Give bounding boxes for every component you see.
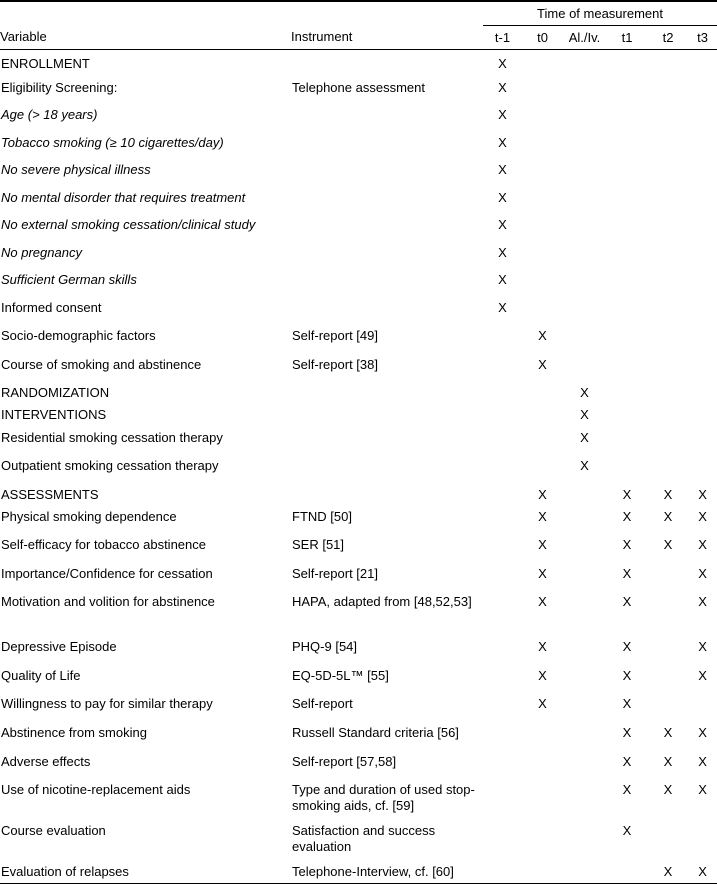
variable-cell: Socio-demographic factors (1, 327, 156, 343)
variable-cell: INTERVENTIONS (1, 406, 107, 422)
measurement-mark-cell (606, 294, 648, 322)
time-point-header-t0: t0 (522, 26, 563, 50)
table-row (0, 156, 717, 184)
measurement-mark-cell: X (648, 858, 688, 884)
measurement-mark-cell (688, 351, 717, 379)
measurement-mark-cell (563, 858, 606, 884)
measurement-mark-cell (483, 481, 522, 503)
instrument-cell: FTND [50] (292, 508, 352, 524)
measurement-mark-cell (648, 817, 688, 858)
instrument-cell (291, 424, 483, 452)
table-row (0, 452, 717, 481)
measurement-mark-cell: X (538, 667, 547, 683)
measurement-mark-cell (688, 129, 717, 156)
measurement-mark-cell (606, 129, 648, 156)
measurement-mark-cell (648, 588, 688, 633)
table-row (0, 401, 717, 424)
table-row (0, 858, 717, 884)
table-body (0, 50, 717, 884)
measurement-mark-cell (688, 184, 717, 211)
variable-cell: Motivation and volition for abstinence (1, 593, 215, 609)
instrument-cell: SER [51] (292, 536, 345, 552)
measurement-mark-cell: X (538, 486, 547, 502)
table-row (0, 719, 717, 748)
variable-cell: Course of smoking and abstinence (1, 356, 202, 372)
measurement-mark-cell (648, 633, 688, 662)
measurement-mark-cell: X (580, 406, 589, 422)
variable-column-header: Variable (0, 26, 291, 50)
measurement-mark-cell (563, 294, 606, 322)
measurement-mark-cell (563, 50, 606, 74)
measurement-mark-cell (563, 690, 606, 719)
variable-cell: Course evaluation (1, 822, 106, 838)
measurement-mark-cell (522, 156, 563, 184)
instrument-cell: HAPA, adapted from [48,52,53] (292, 593, 472, 609)
measurement-mark-cell (688, 50, 717, 74)
measurement-mark-cell: X (688, 858, 717, 884)
measurement-mark-cell (522, 776, 563, 817)
instrument-cell (291, 239, 483, 266)
measurement-mark-cell (648, 74, 688, 101)
measurement-mark-cell (606, 322, 648, 351)
table-row (0, 481, 717, 503)
measurement-mark-cell (606, 156, 648, 184)
variable-cell: Sufficient German skills (1, 271, 137, 287)
instrument-cell (291, 294, 483, 322)
instrument-cell: Type and duration of used stop-smoking aids, cf. [59] (292, 781, 475, 813)
variable-cell: Willingness to pay for similar therapy (1, 695, 213, 711)
measurement-mark-cell: X (498, 79, 507, 95)
measurement-mark-cell: X (538, 565, 547, 581)
measurement-mark-cell: X (538, 356, 547, 372)
measurement-mark-cell (648, 184, 688, 211)
variable-cell: ASSESSMENTS (1, 486, 99, 502)
measurement-mark-cell (688, 156, 717, 184)
measurement-mark-cell (648, 239, 688, 266)
measurement-mark-cell: X (580, 429, 589, 445)
measurement-mark-cell (688, 101, 717, 129)
measurement-mark-cell: X (622, 695, 632, 711)
measurement-mark-cell (522, 719, 563, 748)
measurement-mark-cell (522, 748, 563, 776)
table-row (0, 633, 717, 662)
time-point-header-t-1: t-1 (483, 26, 522, 50)
measurement-mark-cell (483, 858, 522, 884)
measurement-mark-cell (563, 719, 606, 748)
instrument-cell (291, 156, 483, 184)
measurement-mark-cell: X (622, 753, 632, 769)
variable-cell: ENROLLMENT (1, 56, 90, 71)
measurement-mark-cell (483, 351, 522, 379)
instrument-cell: Russell Standard criteria [56] (292, 724, 459, 740)
table-row (0, 129, 717, 156)
table-row (0, 74, 717, 101)
measurement-mark-cell (606, 184, 648, 211)
header-spacer (291, 1, 483, 26)
measurement-mark-cell (483, 560, 522, 588)
measurement-mark-cell: X (698, 638, 707, 654)
measurement-mark-cell: X (663, 536, 673, 552)
instrument-cell: Self-report [21] (292, 565, 378, 581)
measurement-mark-cell (648, 401, 688, 424)
measurement-mark-cell: X (538, 327, 547, 343)
measurement-mark-cell (483, 748, 522, 776)
measurement-mark-cell (648, 266, 688, 294)
variable-cell: Importance/Confidence for cessation (1, 565, 213, 581)
measurement-mark-cell (606, 50, 648, 74)
measurement-mark-cell (648, 50, 688, 74)
time-point-header-t1: t1 (606, 26, 648, 50)
header-row-group (0, 1, 717, 26)
measurement-mark-cell (483, 531, 522, 560)
table-row (0, 531, 717, 560)
measurement-mark-cell: X (498, 216, 507, 232)
measurement-mark-cell: X (498, 189, 507, 205)
measurement-mark-cell: X (698, 486, 707, 502)
measurement-mark-cell: X (698, 508, 707, 524)
instrument-column-header: Instrument (291, 26, 483, 50)
instrument-cell: Telephone-Interview, cf. [60] (291, 858, 483, 884)
measurement-mark-cell (563, 503, 606, 531)
variable-cell: No severe physical illness (1, 161, 151, 177)
measurement-mark-cell: X (538, 593, 547, 609)
table-row (0, 294, 717, 322)
measurement-mark-cell: X (622, 638, 632, 654)
measurement-mark-cell (648, 560, 688, 588)
measurement-mark-cell (648, 379, 688, 401)
measurement-mark-cell (648, 351, 688, 379)
measurement-mark-cell (648, 129, 688, 156)
measurement-mark-cell (606, 351, 648, 379)
measurement-mark-cell (483, 633, 522, 662)
table-row (0, 322, 717, 351)
measurement-mark-cell (563, 588, 606, 633)
measurement-mark-cell (483, 690, 522, 719)
measurement-mark-cell (563, 322, 606, 351)
measurement-mark-cell: X (663, 724, 673, 740)
measurement-mark-cell (688, 322, 717, 351)
variable-cell: Informed consent (1, 299, 102, 315)
measurement-mark-cell (606, 74, 648, 101)
measurement-mark-cell (522, 50, 563, 74)
measurement-mark-cell: X (498, 271, 507, 287)
measurement-mark-cell (522, 858, 563, 884)
measurement-mark-cell: X (622, 724, 632, 740)
measurement-mark-cell (483, 662, 522, 690)
instrument-cell (291, 101, 483, 129)
measurement-mark-cell: X (498, 161, 507, 177)
measurement-mark-cell: X (538, 536, 547, 552)
measurement-mark-cell (563, 748, 606, 776)
table-row (0, 503, 717, 531)
measurement-mark-cell (688, 379, 717, 401)
table-row (0, 239, 717, 266)
variable-cell: Use of nicotine-replacement aids (1, 781, 191, 797)
variable-cell: No external smoking cessation/clinical study (1, 216, 256, 232)
table-row (0, 211, 717, 239)
measurement-mark-cell (648, 424, 688, 452)
table-row (0, 588, 717, 633)
variable-cell: No mental disorder that requires treatment (1, 189, 246, 205)
measurement-mark-cell (483, 424, 522, 452)
measurement-mark-cell (483, 817, 522, 858)
variable-cell: Quality of Life (1, 667, 81, 683)
variable-cell: No pregnancy (1, 244, 82, 260)
measurement-mark-cell (522, 101, 563, 129)
measurement-mark-cell: X (498, 106, 507, 122)
measurement-mark-cell (563, 211, 606, 239)
measurement-mark-cell (522, 266, 563, 294)
measurement-mark-cell (688, 74, 717, 101)
measurement-mark-cell: X (663, 508, 673, 524)
measurement-mark-cell (606, 424, 648, 452)
table-row (0, 424, 717, 452)
measurement-mark-cell (522, 239, 563, 266)
measurement-mark-cell: X (698, 667, 707, 683)
measurement-mark-cell: X (498, 134, 507, 150)
measurement-mark-cell (688, 294, 717, 322)
measurement-mark-cell (648, 690, 688, 719)
measurement-mark-cell: X (622, 781, 632, 797)
instrument-cell: Telephone assessment (292, 79, 425, 95)
instrument-cell: Self-report [57,58] (292, 753, 397, 769)
measurement-mark-cell: X (498, 56, 507, 71)
instrument-cell (291, 211, 483, 239)
measurement-mark-cell (522, 452, 563, 481)
variable-cell: Tobacco smoking (≥ 10 cigarettes/day) (1, 134, 224, 150)
variable-cell: Age (> 18 years) (1, 106, 98, 122)
measurement-mark-cell (522, 211, 563, 239)
measurement-mark-cell: X (622, 822, 632, 838)
measurement-mark-cell (563, 74, 606, 101)
measurement-mark-cell (688, 266, 717, 294)
variable-cell: Depressive Episode (1, 638, 117, 654)
header-spacer (0, 1, 291, 26)
measurement-mark-cell (483, 588, 522, 633)
measurement-mark-cell: X (698, 536, 707, 552)
measurement-mark-cell (522, 74, 563, 101)
table-row (0, 776, 717, 817)
table-row (0, 379, 717, 401)
measurement-mark-cell (688, 452, 717, 481)
time-of-measurement-header: Time of measurement (483, 1, 717, 26)
table-row (0, 266, 717, 294)
measurement-mark-cell (483, 322, 522, 351)
measurement-mark-cell (606, 211, 648, 239)
measurement-mark-cell (522, 294, 563, 322)
variable-cell: Self-efficacy for tobacco abstinence (1, 536, 206, 552)
variable-cell: RANDOMIZATION (1, 384, 110, 400)
measurement-mark-cell (688, 401, 717, 424)
variable-cell: Abstinence from smoking (1, 724, 147, 740)
measurement-mark-cell (648, 211, 688, 239)
measurement-mark-cell (563, 481, 606, 503)
measurement-mark-cell (688, 424, 717, 452)
instrument-cell: Self-report (292, 695, 353, 711)
measurement-mark-cell (563, 662, 606, 690)
measurement-mark-cell: X (538, 638, 547, 654)
instrument-cell: Satisfaction and success evaluation (292, 822, 436, 854)
instrument-cell (291, 379, 483, 401)
measurement-mark-cell (563, 633, 606, 662)
measurement-mark-cell (563, 101, 606, 129)
measurement-mark-cell (483, 401, 522, 424)
measurement-mark-cell (522, 129, 563, 156)
measurement-mark-cell: X (698, 753, 707, 769)
measurement-mark-cell (648, 662, 688, 690)
table-row (0, 50, 717, 74)
measurement-mark-cell (648, 101, 688, 129)
measurement-mark-cell: X (622, 667, 632, 683)
measurement-mark-cell (563, 156, 606, 184)
measurement-mark-cell (648, 322, 688, 351)
measurement-mark-cell: X (538, 508, 547, 524)
measurement-mark-cell (563, 184, 606, 211)
measurement-mark-cell: X (622, 508, 632, 524)
time-point-header-t3: t3 (688, 26, 717, 50)
table-row (0, 662, 717, 690)
measurement-mark-cell (606, 239, 648, 266)
measurement-mark-cell: X (622, 536, 632, 552)
measurement-mark-cell (563, 531, 606, 560)
measurement-mark-cell: X (538, 695, 547, 711)
measurement-mark-cell (483, 776, 522, 817)
measurement-mark-cell: X (622, 593, 632, 609)
variable-cell: Eligibility Screening: (1, 79, 118, 95)
measurement-mark-cell (606, 452, 648, 481)
instrument-cell (291, 266, 483, 294)
measurement-mark-cell (606, 858, 648, 884)
instrument-cell (291, 401, 483, 424)
measurement-mark-cell (563, 266, 606, 294)
measurement-mark-cell (563, 560, 606, 588)
measurement-mark-cell: X (698, 593, 707, 609)
measurement-mark-cell (648, 452, 688, 481)
measurement-mark-cell (522, 184, 563, 211)
measurement-mark-cell (688, 690, 717, 719)
measurement-mark-cell (483, 719, 522, 748)
measurement-mark-cell (648, 156, 688, 184)
measurement-mark-cell: X (698, 724, 707, 740)
measurement-mark-cell: X (580, 457, 589, 473)
measurement-mark-cell (688, 817, 717, 858)
measurement-mark-cell (648, 294, 688, 322)
instrument-cell: EQ-5D-5L™ [55] (292, 667, 389, 683)
variable-cell: Outpatient smoking cessation therapy (1, 457, 219, 473)
table-row (0, 351, 717, 379)
measurement-mark-cell: X (622, 486, 632, 502)
measurement-mark-cell (522, 401, 563, 424)
instrument-cell (291, 481, 483, 503)
measurement-mark-cell: X (622, 565, 632, 581)
table-row (0, 817, 717, 858)
measurement-mark-cell (563, 239, 606, 266)
measurement-mark-cell: X (663, 486, 673, 502)
measurement-mark-cell: X (498, 244, 507, 260)
measurement-mark-cell (563, 129, 606, 156)
measurement-mark-cell (688, 211, 717, 239)
instrument-cell (291, 452, 483, 481)
measurement-mark-cell (522, 424, 563, 452)
measurement-mark-cell: X (698, 565, 707, 581)
measurement-mark-cell (483, 503, 522, 531)
measurement-mark-cell (483, 379, 522, 401)
measurement-mark-cell (522, 379, 563, 401)
measurement-mark-cell: X (698, 781, 707, 797)
instrument-cell (291, 184, 483, 211)
instrument-cell (291, 129, 483, 156)
variable-cell: Residential smoking cessation therapy (1, 429, 223, 445)
instrument-cell: Self-report [49] (292, 327, 378, 343)
variable-cell: Physical smoking dependence (1, 508, 177, 524)
measurement-mark-cell (688, 239, 717, 266)
measurement-mark-cell (606, 266, 648, 294)
table-row (0, 101, 717, 129)
measurement-mark-cell (522, 817, 563, 858)
table-row (0, 690, 717, 719)
table-row (0, 560, 717, 588)
measurement-mark-cell: X (580, 384, 589, 400)
time-point-header-allocation: Al./Iv. (563, 26, 606, 50)
measurement-mark-cell: X (498, 299, 507, 315)
measurement-mark-cell (606, 379, 648, 401)
instrument-cell (291, 50, 483, 74)
measurement-mark-cell (606, 101, 648, 129)
time-point-header-t2: t2 (648, 26, 688, 50)
variable-cell: Adverse effects (1, 753, 91, 769)
measurement-mark-cell: X (663, 781, 673, 797)
instrument-cell: PHQ-9 [54] (292, 638, 358, 654)
measurement-mark-cell (483, 452, 522, 481)
variable-cell: Evaluation of relapses (0, 858, 291, 884)
measurement-mark-cell (606, 401, 648, 424)
header-row-columns (0, 26, 717, 50)
table-row (0, 748, 717, 776)
measurement-mark-cell: X (663, 753, 673, 769)
instrument-cell: Self-report [38] (292, 356, 378, 372)
table-row (0, 184, 717, 211)
measurement-mark-cell (563, 817, 606, 858)
measurement-mark-cell (563, 776, 606, 817)
measurement-mark-cell (563, 351, 606, 379)
